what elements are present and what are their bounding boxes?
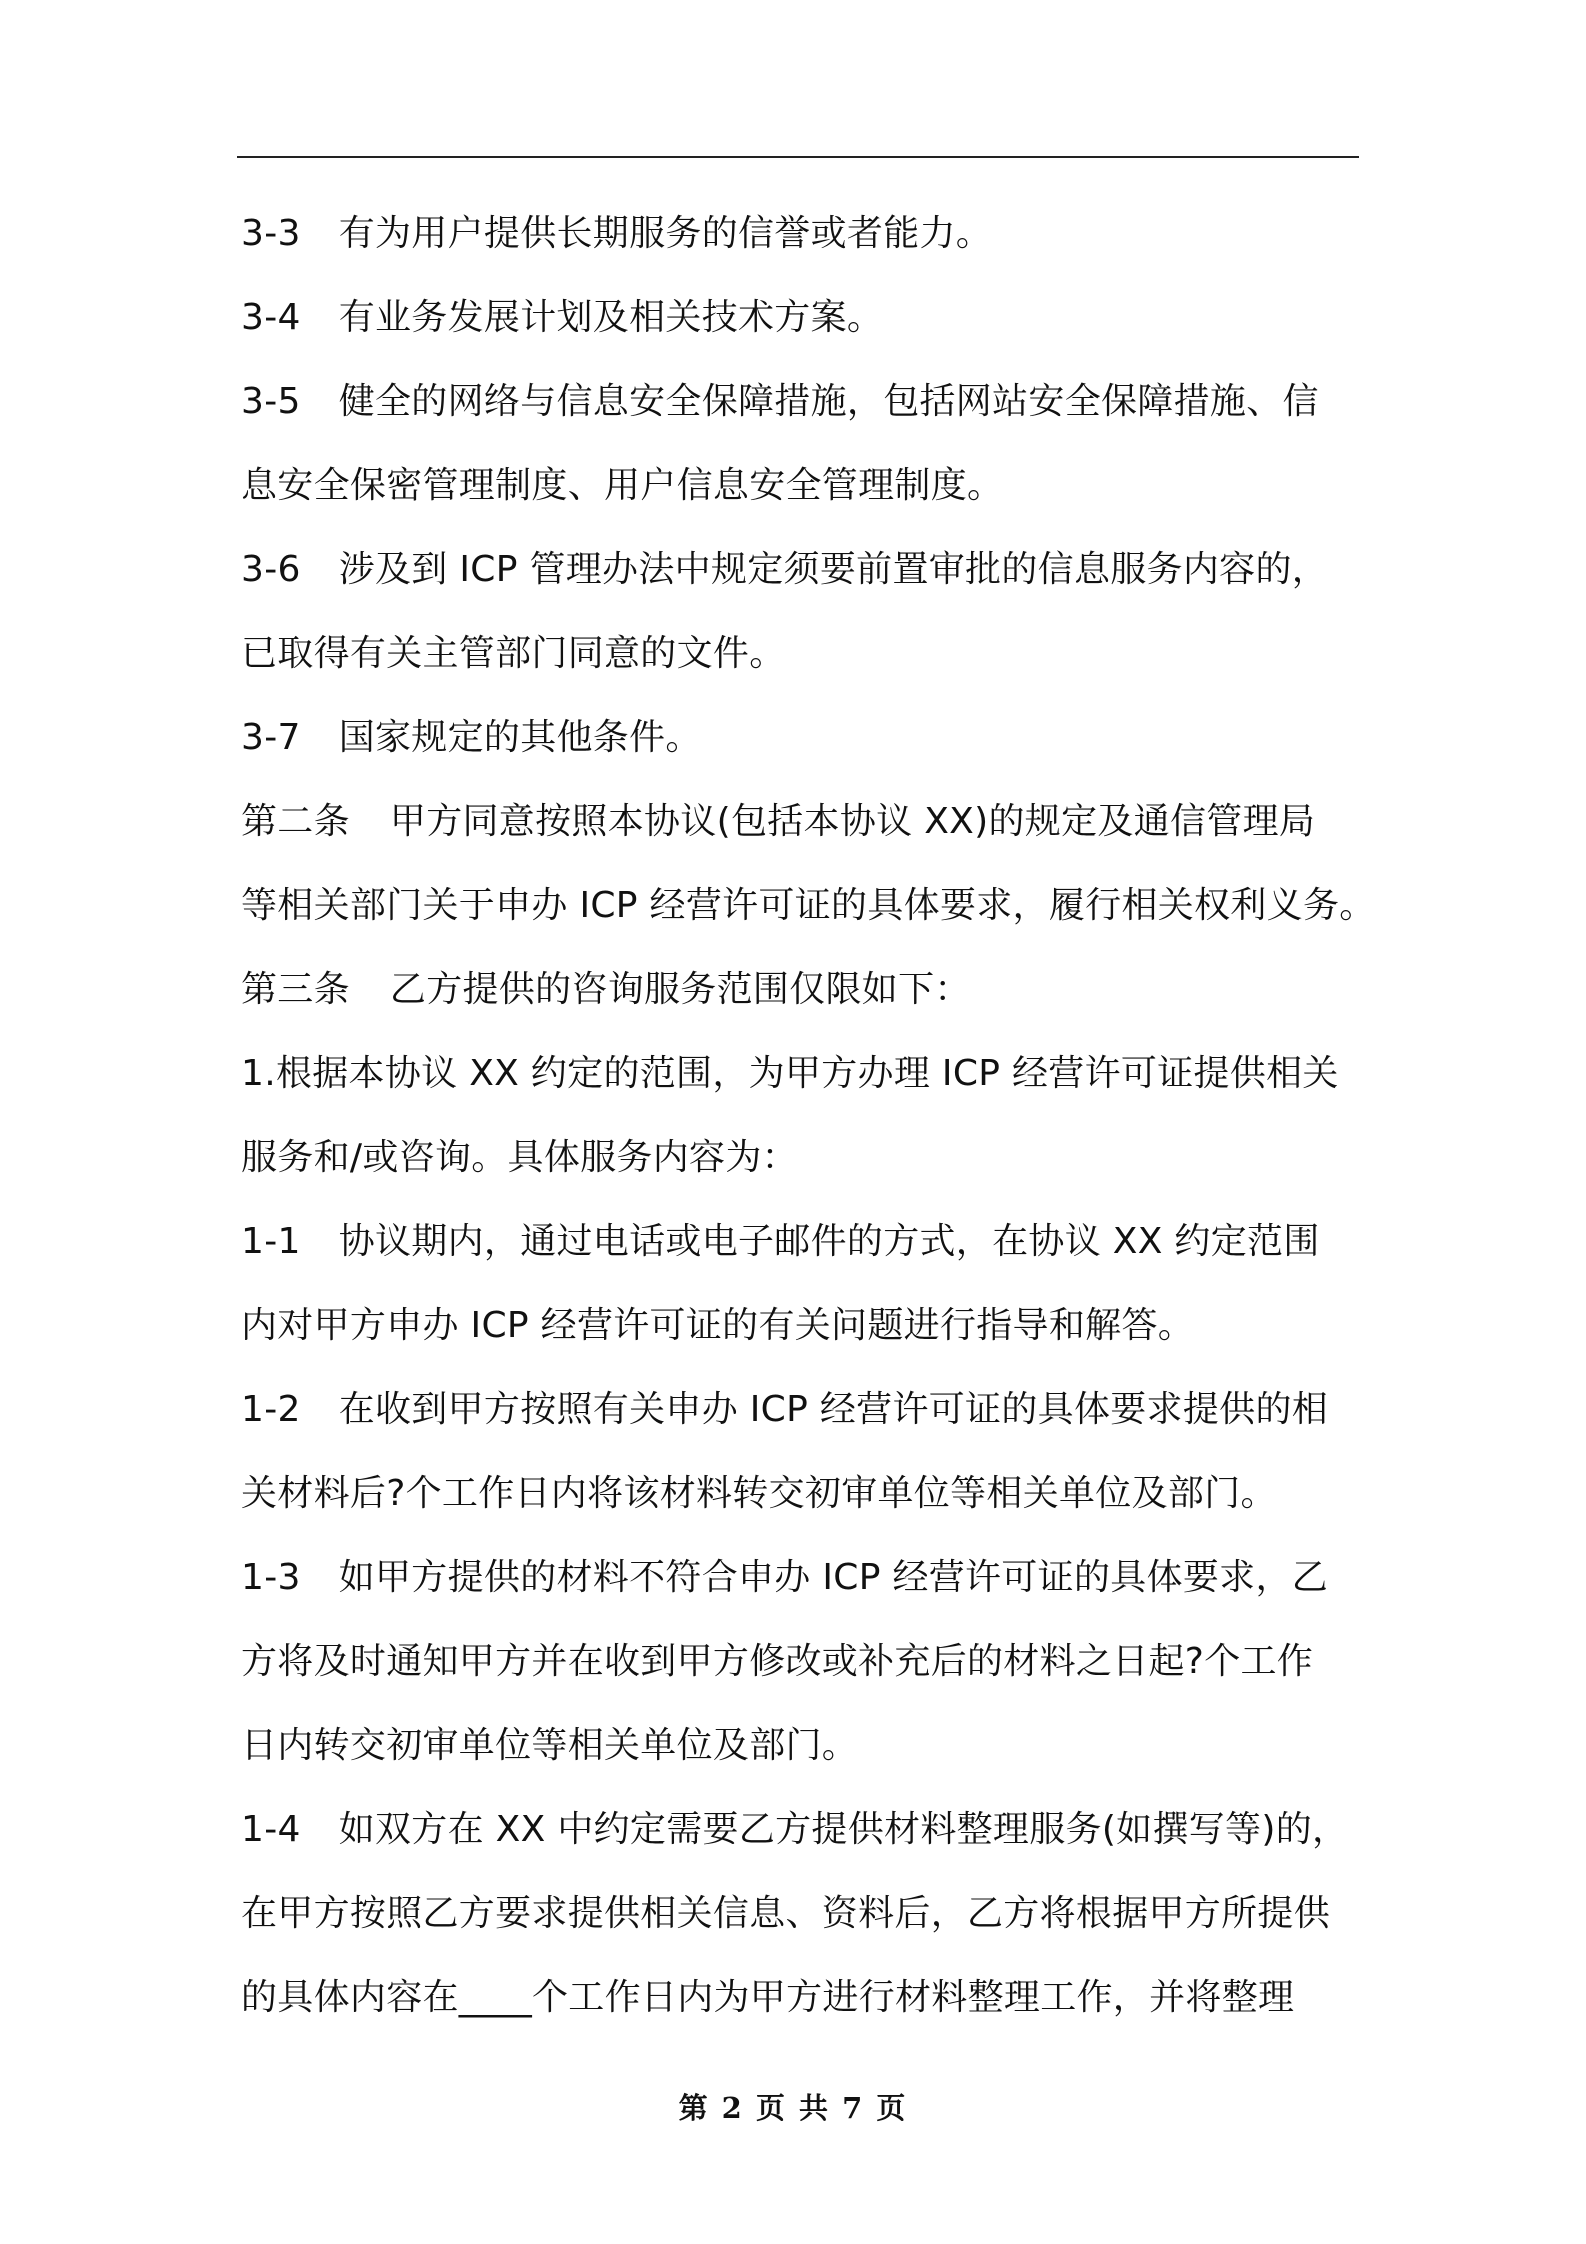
- clause-text: 已取得有关主管部门同意的文件。: [241, 633, 786, 674]
- clause-number: 3-5: [241, 381, 301, 422]
- clause-text: 有业务发展计划及相关技术方案。: [338, 297, 884, 338]
- clause-text: 在收到甲方按照有关申办 ICP 经营许可证的具体要求提供的相: [338, 1389, 1329, 1430]
- clause-text: 的具体内容在____个工作日内为甲方进行材料整理工作，并将整理: [241, 1977, 1295, 2018]
- text-line: [241, 948, 1361, 1032]
- text-line: [241, 612, 1361, 696]
- clause-number: 3-7: [241, 717, 301, 758]
- text-line: [241, 696, 1361, 780]
- clause-number: 1-4: [241, 1809, 301, 1850]
- clause-text: 如甲方提供的材料不符合申办 ICP 经营许可证的具体要求，乙: [338, 1557, 1329, 1598]
- text-line: [241, 528, 1361, 612]
- clause-text: 健全的网络与信息安全保障措施，包括网站安全保障措施、信: [338, 381, 1319, 422]
- text-line: [241, 276, 1361, 360]
- text-line: [241, 1704, 1361, 1788]
- clause-text: 等相关部门关于申办 ICP 经营许可证的具体要求，履行相关权利义务。: [241, 885, 1376, 926]
- clause-text: 在甲方按照乙方要求提供相关信息、资料后，乙方将根据甲方所提供: [241, 1893, 1331, 1934]
- clause-text: 关材料后?个工作日内将该材料转交初审单位等相关单位及部门。: [241, 1473, 1277, 1514]
- text-line: [241, 1788, 1361, 1872]
- clause-text: 息安全保密管理制度、用户信息安全管理制度。: [241, 465, 1004, 506]
- article-number: 第二条: [241, 801, 350, 842]
- text-line: [241, 1452, 1361, 1536]
- clause-text: 涉及到 ICP 管理办法中规定须要前置审批的信息服务内容的，: [338, 549, 1329, 590]
- page-footer: 第 2 页 共 7 页: [678, 2091, 908, 2125]
- clause-number: 3-6: [241, 549, 301, 590]
- clause-number: 3-4: [241, 297, 301, 338]
- text-line: [241, 1368, 1361, 1452]
- clause-text: 有为用户提供长期服务的信誉或者能力。: [338, 213, 993, 254]
- document-body: [241, 192, 1376, 2040]
- text-line: [241, 1956, 1361, 2040]
- text-line: [241, 192, 1361, 276]
- text-line: [241, 1620, 1361, 1704]
- clause-text: 如双方在 XX 中约定需要乙方提供材料整理服务(如撰写等)的，: [338, 1809, 1349, 1850]
- text-line: [241, 1284, 1361, 1368]
- text-line: [241, 360, 1361, 444]
- text-line: [241, 1536, 1361, 1620]
- text-line: [241, 864, 1376, 948]
- clause-number: 1-2: [241, 1389, 301, 1430]
- clause-text: 1.根据本协议 XX 约定的范围，为甲方办理 ICP 经营许可证提供相关: [241, 1053, 1339, 1094]
- text-line: [241, 1032, 1361, 1116]
- clause-text: 方将及时通知甲方并在收到甲方修改或补充后的材料之日起?个工作: [241, 1641, 1314, 1682]
- text-line: [241, 780, 1361, 864]
- clause-text: 国家规定的其他条件。: [338, 717, 702, 758]
- clause-text: 甲方同意按照本协议(包括本协议 XX)的规定及通信管理局: [389, 801, 1316, 842]
- clause-number: 1-3: [241, 1557, 301, 1598]
- text-line: [241, 1872, 1361, 1956]
- clause-text: 服务和/或咨询。具体服务内容为：: [241, 1137, 798, 1178]
- clause-number: 1-1: [241, 1221, 301, 1262]
- clause-text: 日内转交初审单位等相关单位及部门。: [241, 1725, 859, 1766]
- text-line: [241, 1116, 1361, 1200]
- clause-text: 协议期内，通过电话或电子邮件的方式，在协议 XX 约定范围: [338, 1221, 1320, 1262]
- text-line: [241, 1200, 1361, 1284]
- clause-number: 3-3: [241, 213, 301, 254]
- clause-text: 乙方提供的咨询服务范围仅限如下：: [389, 969, 971, 1010]
- clause-text: 内对甲方申办 ICP 经营许可证的有关问题进行指导和解答。: [241, 1305, 1195, 1346]
- text-line: [241, 444, 1361, 528]
- article-number: 第三条: [241, 969, 350, 1010]
- header-divider: [237, 156, 1359, 158]
